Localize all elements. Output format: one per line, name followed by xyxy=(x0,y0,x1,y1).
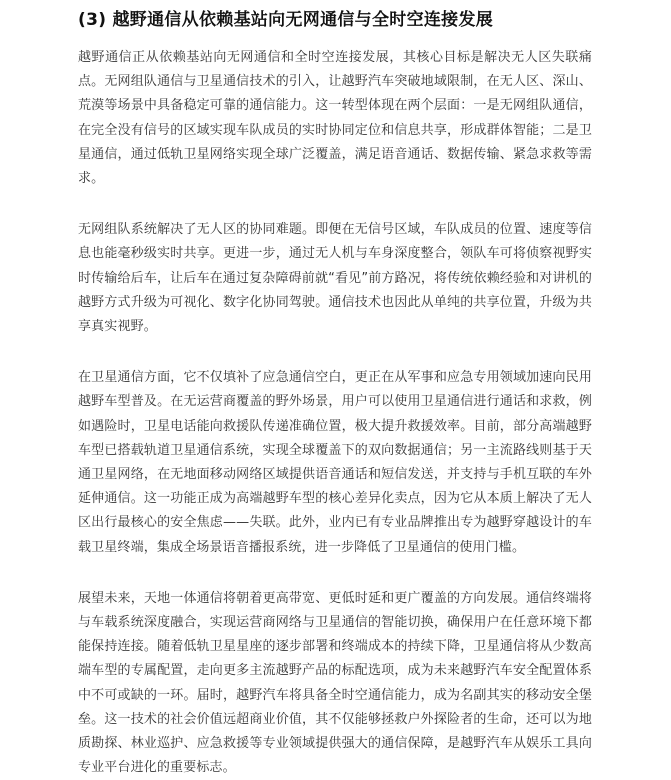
paragraph-overview: 越野通信正从依赖基站向无网通信和全时空连接发展，其核心目标是解决无人区失联痛点。无网组队通信与卫星通信技术的引入，让越野汽车突破地域限制，在无人区、深山、荒漠等场景中具备稳定可靠的通信能力。这一转型体现在两个层面：一是无网组队通信，在完全没有信号的区域实现车队成员的实时协同定位和信息共享，形成群体智能；二是卫星通信，通过低轨卫星网络实现全球广泛覆盖，满足语音通话、数据传输、紧急求救等需求。 xyxy=(78,50,592,187)
section-heading: (3) 越野通信从依赖基站向无网通信与全时空连接发展 xyxy=(78,10,494,30)
paragraph-satellite: 在卫星通信方面，它不仅填补了应急通信空白，更正在从军事和应急专用领域加速向民用越野车型普及。在无运营商覆盖的野外场景，用户可以使用卫星通信进行通话和求救，例如遇险时，卫星电话能向救援队传递准确位置，极大提升救援效率。目前，部分高端越野车型已搭载轨道卫星通信系统，实现全球覆盖下的双向数据通信；另一主流路线则基于天通卫星网络，在无地面移动网络区域提供语音通话和短信发送，并支持与手机互联的车外延伸通信。这一功能正成为高端越野车型的核心差异化卖点，因为它从本质上解决了无人区出行最核心的安全焦虑——失联。此外，业内已有专业品牌推出专为越野穿越设计的车载卫星终端，集成全场景语音播报系统，进一步降低了卫星通信的使用门槛。 xyxy=(78,370,592,555)
paragraph-mesh-network: 无网组队系统解决了无人区的协同难题。即便在无信号区域，车队成员的位置、速度等信息也能毫秒级实时共享。更进一步，通过无人机与车身深度整合，领队车可将侦察视野实时传输给后车，让后车在通过复杂障碍前就“看见”前方路况，将传统依赖经验和对讲机的越野方式升级为可视化、数字化协同驾驶。通信技术也因此从单纯的共享位置，升级为共享真实视野。 xyxy=(78,222,592,335)
article xyxy=(78,8,592,780)
paragraph-outlook: 展望未来，天地一体通信将朝着更高带宽、更低时延和更广覆盖的方向发展。通信终端将与车载系统深度融合，实现运营商网络与卫星通信的智能切换，确保用户在任意环境下都能保持连接。随着低轨卫星星座的逐步部署和终端成本的持续下降，卫星通信将从少数高端车型的专属配置，走向更多主流越野产品的标配选项，成为未来越野汽车安全配置体系中不可或缺的一环。届时，越野汽车将具备全时空通信能力，成为名副其实的移动安全堡垒。这一技术的社会价值远超商业价值，其不仅能够拯救户外探险者的生命，还可以为地质勘探、林业巡护、应急救援等专业领域提供强大的通信保障，是越野汽车从娱乐工具向专业平台进化的重要标志。 xyxy=(78,590,592,776)
